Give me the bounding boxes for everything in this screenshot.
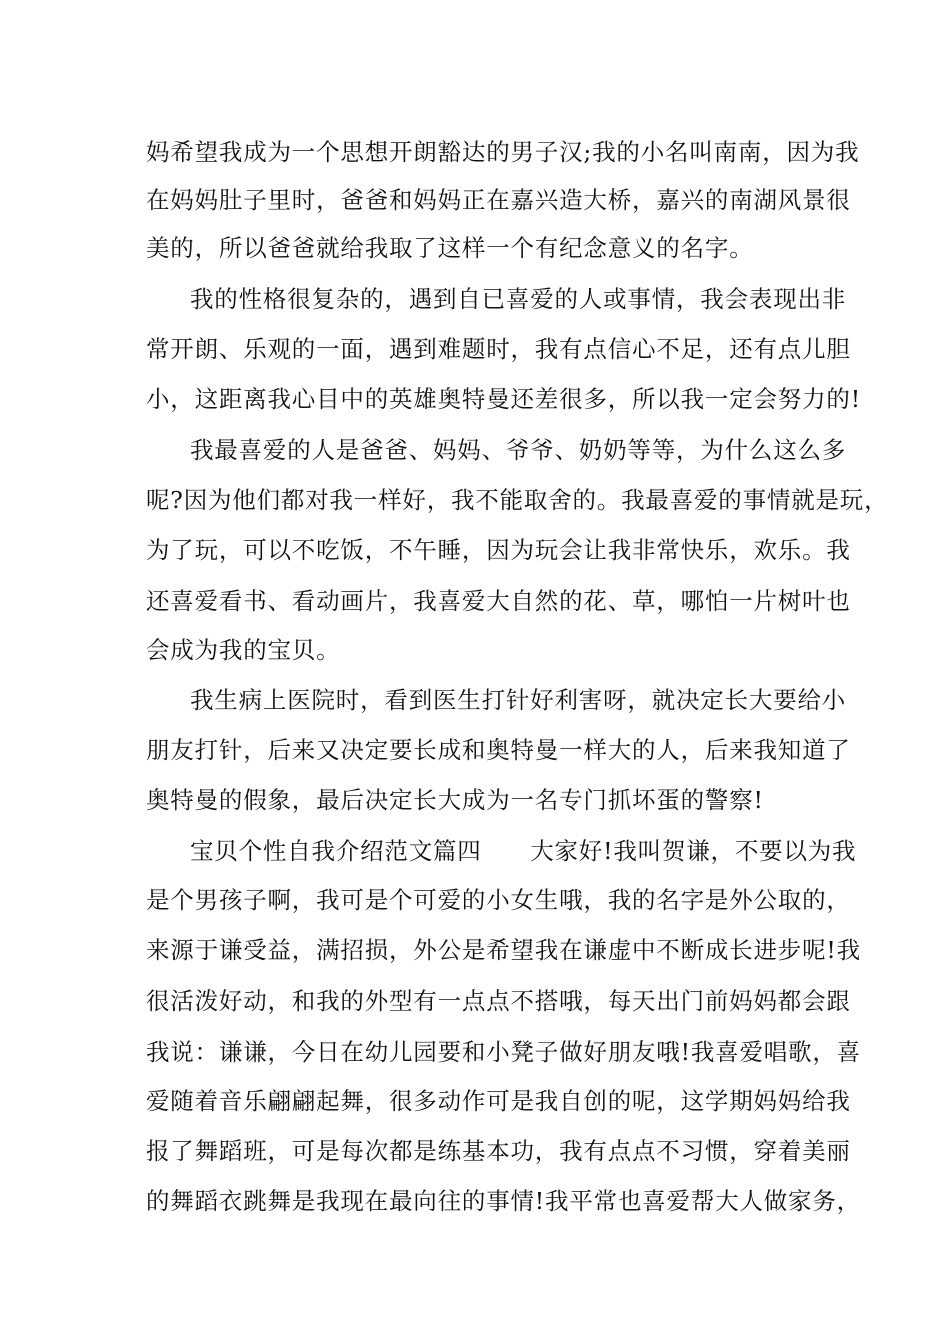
text-line: 还喜爱看书、看动画片，我喜爱大自然的花、草，哪怕一片树叶也 [146,587,851,615]
text-line: 为了玩，可以不吃饭，不午睡，因为玩会让我非常快乐，欢乐。我 [146,536,851,564]
text-line: 在妈妈肚子里时，爸爸和妈妈正在嘉兴造大桥，嘉兴的南湖风景很 [146,186,851,214]
text-line: 我说：谦谦，今日在幼儿园要和小凳子做好朋友哦!我喜爱唱歌，喜 [146,1038,861,1066]
text-line: 小，这距离我心目中的英雄奥特曼还差很多，所以我一定会努力的! [146,385,861,413]
text-line: 会成为我的宝贝。 [146,636,341,664]
text-line: 妈希望我成为一个思想开朗豁达的男子汉;我的小名叫南南，因为我 [146,138,860,166]
text-line: 美的，所以爸爸就给我取了这样一个有纪念意义的名字。 [146,234,754,262]
text-line: 来源于谦受益，满招损，外公是希望我在谦虚中不断成长进步呢!我 [146,936,861,964]
text-line: 的舞蹈衣跳舞是我现在最向往的事情!我平常也喜爱帮大人做家务， [146,1187,861,1215]
text-line: 是个男孩子啊，我可是个可爱的小女生哦，我的名字是外公取的， [146,886,851,914]
text-line: 很活泼好动，和我的外型有一点点不搭哦，每天出门前妈妈都会跟 [146,987,851,1015]
paragraph-first-line: 我生病上医院时，看到医生打针好利害呀，就决定长大要给小 [190,686,847,714]
text-line: 常开朗、乐观的一面，遇到难题时，我有点信心不足，还有点儿胆 [146,335,851,363]
text-line: 朋友打针，后来又决定要长成和奥特曼一样大的人，后来我知道了 [146,736,851,764]
text-line: 奥特曼的假象，最后决定长大成为一名专门抓坏蛋的警察! [146,786,764,814]
text-line: 爱随着音乐翩翩起舞，很多动作可是我自创的呢，这学期妈妈给我 [146,1087,851,1115]
paragraph-first-line: 我最喜爱的人是爸爸、妈妈、爷爷、奶奶等等，为什么这么多 [190,436,847,464]
text-line: 报了舞蹈班，可是每次都是练基本功，我有点点不习惯，穿着美丽 [146,1137,851,1165]
paragraph-first-line: 我的性格很复杂的，遇到自已喜爱的人或事情，我会表现出非 [190,285,847,313]
text-line: 呢?因为他们都对我一样好，我不能取舍的。我最喜爱的事情就是玩， [146,486,889,514]
paragraph-first-line: 宝贝个性自我介绍范文篇四 大家好!我叫贺谦，不要以为我 [190,837,857,865]
